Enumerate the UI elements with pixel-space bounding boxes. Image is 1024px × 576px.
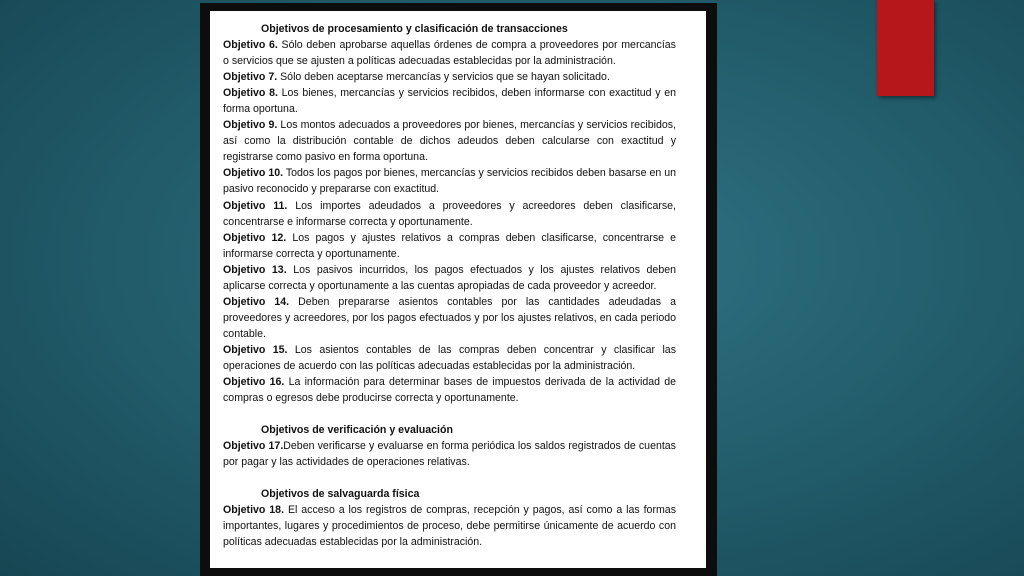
objective-label: Objetivo 16. [223, 376, 285, 389]
objective-text: Los pasivos incurridos, los pagos efectuados y los ajustes relativos deben aplicarse correcta y oportunamente a las cuentas apropiadas de cada proveedor y acreedor. [223, 263, 676, 292]
objective-7 [223, 69, 676, 85]
objective-17 [223, 438, 676, 470]
document-page [210, 11, 706, 568]
objective-text: Deben verificarse y evaluarse en forma periódica los saldos registrados de cuentas por pagar y las actividades de operaciones relativas. [223, 440, 676, 469]
objective-11 [223, 198, 676, 230]
section-procesamiento [223, 21, 676, 406]
objective-label: Objetivo 12. [223, 231, 287, 244]
objective-text: Los importes adeudados a proveedores y acreedores deben clasificarse, concentrarse e informarse correcta y oportunamente. [223, 199, 677, 228]
objective-14 [223, 294, 676, 342]
objective-text: El acceso a los registros de compras, recepción y pagos, así como a las formas importantes, lugares y procedimientos de proceso, debe permitirse únicamente de acuerdo con políticas adecuadas establecidas por la administración. [223, 504, 676, 549]
objective-label: Objetivo 18. [223, 504, 285, 517]
objective-text: Los montos adecuados a proveedores por bienes, mercancías y servicios recibidos, así como la distribución contable de dichos adeudos deben calcularse con exactitud y registrarse como pasivo en forma oportuna. [223, 119, 676, 164]
objective-label: Objetivo 14. [223, 295, 290, 308]
objective-10 [223, 165, 676, 197]
objective-13 [223, 262, 676, 294]
objective-text: Deben prepararse asientos contables por las cantidades adeudadas a proveedores y acreedores, por los pagos efectuados y por los ajustes relativos, en cada periodo contable. [223, 295, 676, 340]
objective-label: Objetivo 8. [223, 87, 278, 100]
objective-label: Objetivo 13. [223, 263, 287, 276]
objective-text: Los pagos y ajustes relativos a compras deben clasificarse, concentrarse e informarse correcta y oportunamente. [223, 231, 676, 260]
section-spacer [223, 406, 676, 422]
section-verificacion [223, 422, 676, 470]
section-spacer [223, 470, 676, 486]
objective-16 [223, 374, 676, 406]
document-frame [200, 3, 717, 576]
objective-18 [223, 502, 676, 550]
objective-8 [223, 85, 676, 117]
objective-text: Los bienes, mercancías y servicios recibidos, deben informarse con exactitud y en forma oportuna. [223, 87, 676, 116]
objective-label: Objetivo 11. [223, 199, 288, 212]
objective-text: Todos los pagos por bienes, mercancías y servicios recibidos deben basarse en un pasivo reconocido y prepararse con exactitud. [223, 167, 676, 196]
section-heading: Objetivos de salvaguarda física [261, 488, 420, 501]
section-heading: Objetivos de procesamiento y clasificación de transacciones [261, 23, 568, 35]
objective-12 [223, 230, 676, 262]
objective-text: La información para determinar bases de impuestos derivada de la actividad de compras o egresos debe producirse correcta y oportunamente. [223, 376, 676, 405]
section-salvaguarda [223, 486, 676, 550]
objective-label: Objetivo 7. [223, 71, 278, 84]
objective-text: Sólo deben aprobarse aquellas órdenes de compra a proveedores por mercancías o servicios que se ajusten a políticas adecuadas establecidas por la administración. [223, 39, 676, 68]
section-heading: Objetivos de verificación y evaluación [261, 424, 453, 437]
objective-label: Objetivo 9. [223, 119, 278, 132]
objective-label: Objetivo 6. [223, 39, 278, 52]
objective-text: Los asientos contables de las compras deben concentrar y clasificar las operaciones de acuerdo con las políticas adecuadas establecidas por la administración. [223, 343, 676, 372]
objective-label: Objetivo 15. [223, 343, 288, 356]
objective-9 [223, 117, 676, 165]
accent-bar [877, 0, 934, 96]
objective-6 [223, 37, 676, 69]
objective-label: Objetivo 17. [223, 440, 284, 453]
objective-label: Objetivo 10. [223, 167, 284, 180]
objective-15 [223, 342, 676, 374]
objective-text: Sólo deben aceptarse mercancías y servicios que se hayan solicitado. [277, 71, 610, 84]
